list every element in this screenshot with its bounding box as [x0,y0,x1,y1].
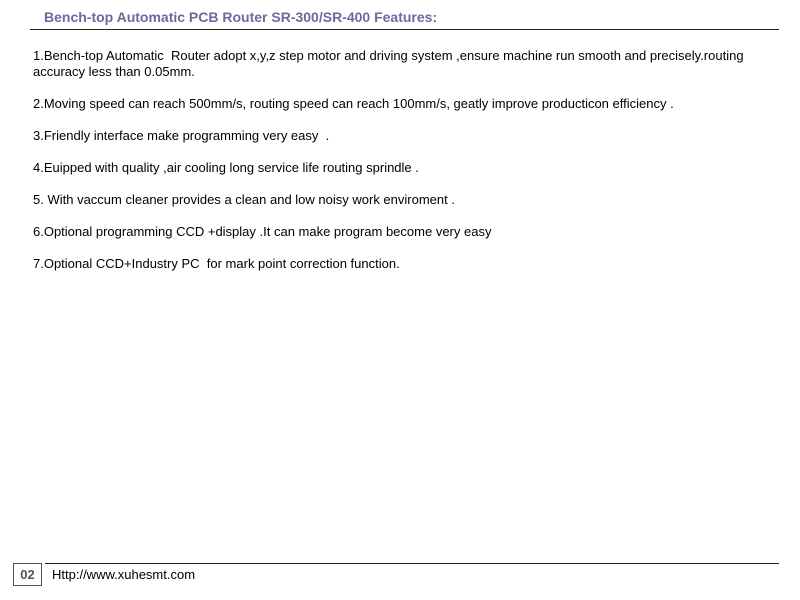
feature-item-4: 4.Euipped with quality ,air cooling long service life routing sprindle . [33,160,419,175]
footer-url-link[interactable]: Http://www.xuhesmt.com [52,567,196,582]
footer-divider [45,563,779,564]
feature-item-6: 6.Optional programming CCD +display .It can make program become very easy [33,224,492,239]
feature-item-2: 2.Moving speed can reach 500mm/s, routing speed can reach 100mm/s, geatly improve producticon efficiency . [33,96,674,111]
feature-item-3: 3.Friendly interface make programming very easy . [33,128,330,143]
header-divider [30,29,779,30]
page-number-badge: 02 [13,563,42,586]
feature-item-1: 1.Bench-top Automatic Router adopt x,y,z step motor and driving system ,ensure machine run smooth and precisely.routing accuracy less than 0.05mm. [33,48,748,79]
feature-item-5: 5. With vaccum cleaner provides a clean and low noisy work enviroment . [33,192,455,207]
feature-list [33,48,773,288]
feature-item-7: 7.Optional CCD+Industry PC for mark point correction function. [33,256,400,271]
page-title: Bench-top Automatic PCB Router SR-300/SR-400 Features: [44,9,438,25]
